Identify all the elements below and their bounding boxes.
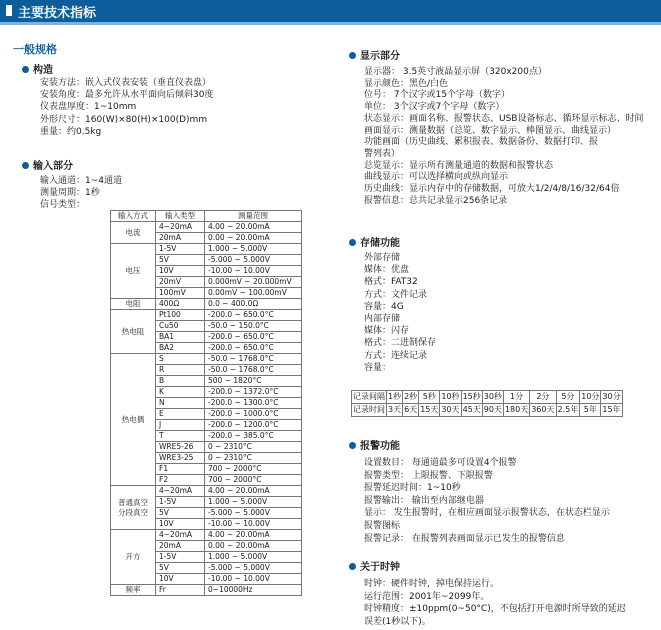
range-cell: 0 ~ 2310°C [205, 453, 302, 464]
text-line: 运行范围：2001年~2099年。 [364, 591, 490, 602]
input-type-cell: Pt100 [156, 310, 205, 321]
input-type-cell: 10V [156, 519, 205, 530]
range-cell: -10.00 ~ 10.00V [205, 519, 302, 530]
range-cell: -200.0 ~ 1000.0°C [205, 409, 302, 420]
range-cell: -5.000 ~ 5.000V [205, 508, 302, 519]
record-cell: 10分 [580, 391, 601, 404]
table-row [352, 391, 623, 404]
text-line: 外形尺寸：160(W)×80(H)×100(D)mm [40, 114, 208, 125]
input-type-cell: 400Ω [156, 299, 205, 310]
record-cell: 15天 [419, 404, 440, 417]
input-type-cell: 1-5V [156, 497, 205, 508]
range-cell: -200.0 ~ 1300.0°C [205, 398, 302, 409]
text-line: 格式：二进制保存 [364, 338, 437, 349]
input-method-cell: 普通真空 分段真空 [111, 486, 156, 530]
input-type-cell: 1-5V [156, 244, 205, 255]
record-cell: 2秒 [403, 391, 419, 404]
title-marker-icon [6, 5, 12, 16]
text-line: 报警类型： 上限报警、下限报警 [364, 470, 493, 481]
range-cell: 0.00 ~ 20.00mA [205, 541, 302, 552]
text-line: 显示颜色：黑色/白色 [364, 78, 449, 89]
input-type-cell: Fr [156, 585, 205, 596]
text-line: 曲线显示：可以选择横向或纵向显示 [364, 172, 509, 183]
table-row [111, 244, 302, 255]
input-type-cell: N [156, 398, 205, 409]
text-line: 报警信息：总共记录显示256条记录 [364, 195, 508, 206]
text-line: 容量： [364, 362, 392, 373]
text-line: 设置数目： 每通道最多可设置4个报警 [364, 458, 517, 468]
record-cell: 180天 [503, 404, 529, 417]
range-cell: 0.0 ~ 400.0Ω [205, 299, 302, 310]
record-capacity-table [351, 390, 623, 417]
range-cell: 4.00 ~ 20.00mA [205, 530, 302, 541]
input-method-cell: 电压 [111, 244, 156, 299]
construction-heading: 构造 [22, 61, 53, 76]
record-cell: 30天 [440, 404, 461, 417]
range-cell: -200.0 ~ 650.0°C [205, 310, 302, 321]
input-type-cell: B [156, 376, 205, 387]
bullet-icon [349, 52, 356, 59]
range-cell: -5.000 ~ 5.000V [205, 563, 302, 574]
text-line: 格式：FAT32 [364, 277, 418, 288]
input-type-cell: 10V [156, 574, 205, 585]
range-cell: 4.00 ~ 20.00mA [205, 222, 302, 233]
text-line: 媒体：闪存 [364, 326, 410, 337]
page-title: 主要技术指标 [18, 6, 97, 21]
record-cell: 3天 [387, 404, 403, 417]
input-type-cell: 20mV [156, 277, 205, 288]
record-cell: 15年 [601, 404, 622, 417]
input-type-cell: T [156, 431, 205, 442]
bullet-icon [349, 442, 356, 449]
input-method-cell: 电流 [111, 222, 156, 244]
input-type-cell: BA2 [156, 343, 205, 354]
input-method-cell: 开方 [111, 530, 156, 585]
text-line: 容量：4G [364, 301, 404, 312]
input-type-cell: 5V [156, 508, 205, 519]
input-type-cell: 5V [156, 563, 205, 574]
record-cell: 30分 [601, 391, 622, 404]
table-row [111, 222, 302, 233]
input-type-cell: 5V [156, 255, 205, 266]
input-method-cell: 热电偶 [111, 354, 156, 486]
text-line: 状态显示：画面名称、报警状态、USB设备标志、循环显示标志、时间 [364, 113, 644, 124]
text-line: 输入通道：1~4通道 [40, 176, 122, 186]
table-header-cell: 测量范围 [205, 211, 302, 222]
range-cell: -200.0 ~ 650.0°C [205, 332, 302, 343]
general-spec-heading: 一般规格 [13, 43, 57, 56]
text-line: 报警图标 [364, 521, 401, 531]
record-cell: 45天 [461, 404, 482, 417]
range-cell: -200.0 ~ 1200.0°C [205, 420, 302, 431]
table-row [111, 486, 302, 497]
range-cell: -5.000 ~ 5.000V [205, 255, 302, 266]
table-row [352, 404, 623, 417]
text-line: 画面显示：测量数据（总览、数字显示、棒图显示、曲线显示） [364, 125, 617, 136]
input-type-cell: R [156, 365, 205, 376]
range-cell: 0.000mV ~ 20.000mV [205, 277, 302, 288]
input-type-cell: F2 [156, 475, 205, 486]
range-cell: 500 ~ 1820°C [205, 376, 302, 387]
range-cell: 1.000 ~ 5.000V [205, 244, 302, 255]
input-type-cell: 20mA [156, 233, 205, 244]
range-cell: -200.0 ~ 1372.0°C [205, 387, 302, 398]
text-line: 重量：约0.5kg [40, 126, 102, 137]
range-cell: -50.0 ~ 1768.0°C [205, 365, 302, 376]
text-line: 方式：文件记录 [364, 289, 428, 300]
text-line: 历史曲线：显示内存中的存储数据，可放大1/2/4/8/16/32/64倍 [364, 184, 620, 194]
input-type-cell: K [156, 387, 205, 398]
text-line: 媒体：优盘 [364, 265, 410, 276]
range-cell: 0.00mV ~ 100.00mV [205, 288, 302, 299]
input-type-cell: F1 [156, 464, 205, 475]
record-cell: 6天 [403, 404, 419, 417]
record-cell: 2分 [530, 391, 556, 404]
text-line: 外部存储 [364, 253, 401, 263]
text-line: 时钟精度：±10ppm(0~50°C)，不包括打开电源时所导致的延迟 [364, 604, 626, 615]
table-row [111, 530, 302, 541]
input-type-cell: 20mA [156, 541, 205, 552]
record-cell: 30秒 [482, 391, 503, 404]
text-line: 内部存储 [364, 314, 401, 324]
record-row-label: 记录间隔 [352, 391, 387, 404]
range-cell: -50.0 ~ 150.0°C [205, 321, 302, 332]
range-cell: 700 ~ 2000°C [205, 475, 302, 486]
table-row [111, 310, 302, 321]
text-line: 方式：连续记录 [364, 350, 428, 361]
range-cell: -50.0 ~ 1768.0°C [205, 354, 302, 365]
text-line: 功能画面（历史曲线、累积报表、数据备份、数据打印、报 [364, 137, 599, 148]
input-type-cell: Cu50 [156, 321, 205, 332]
input-type-cell: S [156, 354, 205, 365]
text-line: 报警延迟时间：1~10秒 [364, 483, 461, 494]
text-line: 位号： 7个汉字或15个字母（数字） [364, 90, 511, 101]
input-type-cell: 4~20mA [156, 222, 205, 233]
range-cell: -10.00 ~ 10.00V [205, 266, 302, 277]
text-line: 安装方法：嵌入式仪表安装（垂直仪表盘） [40, 78, 212, 88]
record-row-label: 记录时间 [352, 404, 387, 417]
storage-heading: 存储功能 [349, 234, 400, 249]
alarm-heading: 报警功能 [349, 437, 400, 452]
record-cell: 5年 [580, 404, 601, 417]
text-line: 报警记录： 在报警列表画面显示已发生的报警信息 [364, 533, 565, 544]
record-cell: 10秒 [440, 391, 461, 404]
text-line: 显示： 发生报警时，在相应画面显示报警状态，在状态栏显示 [364, 508, 610, 519]
record-cell: 90天 [482, 404, 503, 417]
table-header-cell: 输入类型 [156, 211, 205, 222]
bullet-icon [349, 239, 356, 246]
bullet-icon [349, 563, 356, 570]
signal-type-table [110, 210, 302, 596]
record-cell: 2.5年 [556, 404, 580, 417]
range-cell: 4.00 ~ 20.00mA [205, 486, 302, 497]
input-method-cell: 电阻 [111, 299, 156, 310]
input-type-cell: 10V [156, 266, 205, 277]
text-line: 安装角度：最多允许从水平面向后倾斜30度 [40, 90, 214, 101]
input-method-cell: 频率 [111, 585, 156, 596]
input-method-cell: 热电阻 [111, 310, 156, 354]
range-cell: 1.000 ~ 5.000V [205, 552, 302, 563]
record-cell: 360天 [530, 404, 556, 417]
bullet-icon [22, 162, 29, 169]
record-cell: 15秒 [461, 391, 482, 404]
input-heading: 输入部分 [22, 157, 73, 172]
range-cell: 0 ~ 2310°C [205, 442, 302, 453]
input-type-cell: 1-5V [156, 552, 205, 563]
text-line: 测量周期：1秒 [40, 188, 100, 199]
input-type-cell: WRE3-25 [156, 453, 205, 464]
range-cell: 1.000 ~ 5.000V [205, 497, 302, 508]
text-line: 警列表） [364, 148, 401, 159]
record-cell: 1分 [503, 391, 529, 404]
range-cell: -200.0 ~ 385.0°C [205, 431, 302, 442]
text-line: 信号类型： [40, 200, 86, 211]
text-line: 时钟：硬件时钟，掉电保持运行。 [364, 579, 500, 589]
clock-heading: 关于时钟 [349, 558, 400, 573]
text-line: 总览显示：显示所有测量通道的数据和报警状态 [364, 160, 554, 171]
table-row [111, 299, 302, 310]
text-line: 仪表盘厚度：1~10mm [40, 102, 137, 113]
input-type-cell: 4~20mA [156, 530, 205, 541]
range-cell: 0~10000Hz [205, 585, 302, 596]
record-cell: 5秒 [419, 391, 440, 404]
table-row [111, 354, 302, 365]
input-type-cell: BA1 [156, 332, 205, 343]
input-type-cell: 4~20mA [156, 486, 205, 497]
range-cell: 700 ~ 2000°C [205, 464, 302, 475]
record-cell: 1秒 [387, 391, 403, 404]
range-cell: -10.00 ~ 10.00V [205, 574, 302, 585]
text-line: 报警输出： 输出至内部继电器 [364, 495, 484, 506]
text-line: 显示器： 3.5英寸液晶显示屏（320x200点） [364, 67, 547, 77]
text-line: 单位： 3个汉字或7个字母（数字） [364, 102, 505, 113]
input-type-cell: J [156, 420, 205, 431]
text-line: 误差(1秒以下)。 [364, 616, 431, 627]
display-heading: 显示部分 [349, 47, 400, 62]
range-cell: 0.00 ~ 20.00mA [205, 233, 302, 244]
range-cell: -200.0 ~ 650.0°C [205, 343, 302, 354]
table-row [111, 585, 302, 596]
input-type-cell: 100mV [156, 288, 205, 299]
input-type-cell: E [156, 409, 205, 420]
input-type-cell: WRE5-26 [156, 442, 205, 453]
bullet-icon [22, 66, 29, 73]
title-bar [0, 0, 661, 25]
record-cell: 5分 [556, 391, 580, 404]
table-header-cell: 输入方式 [111, 211, 156, 222]
